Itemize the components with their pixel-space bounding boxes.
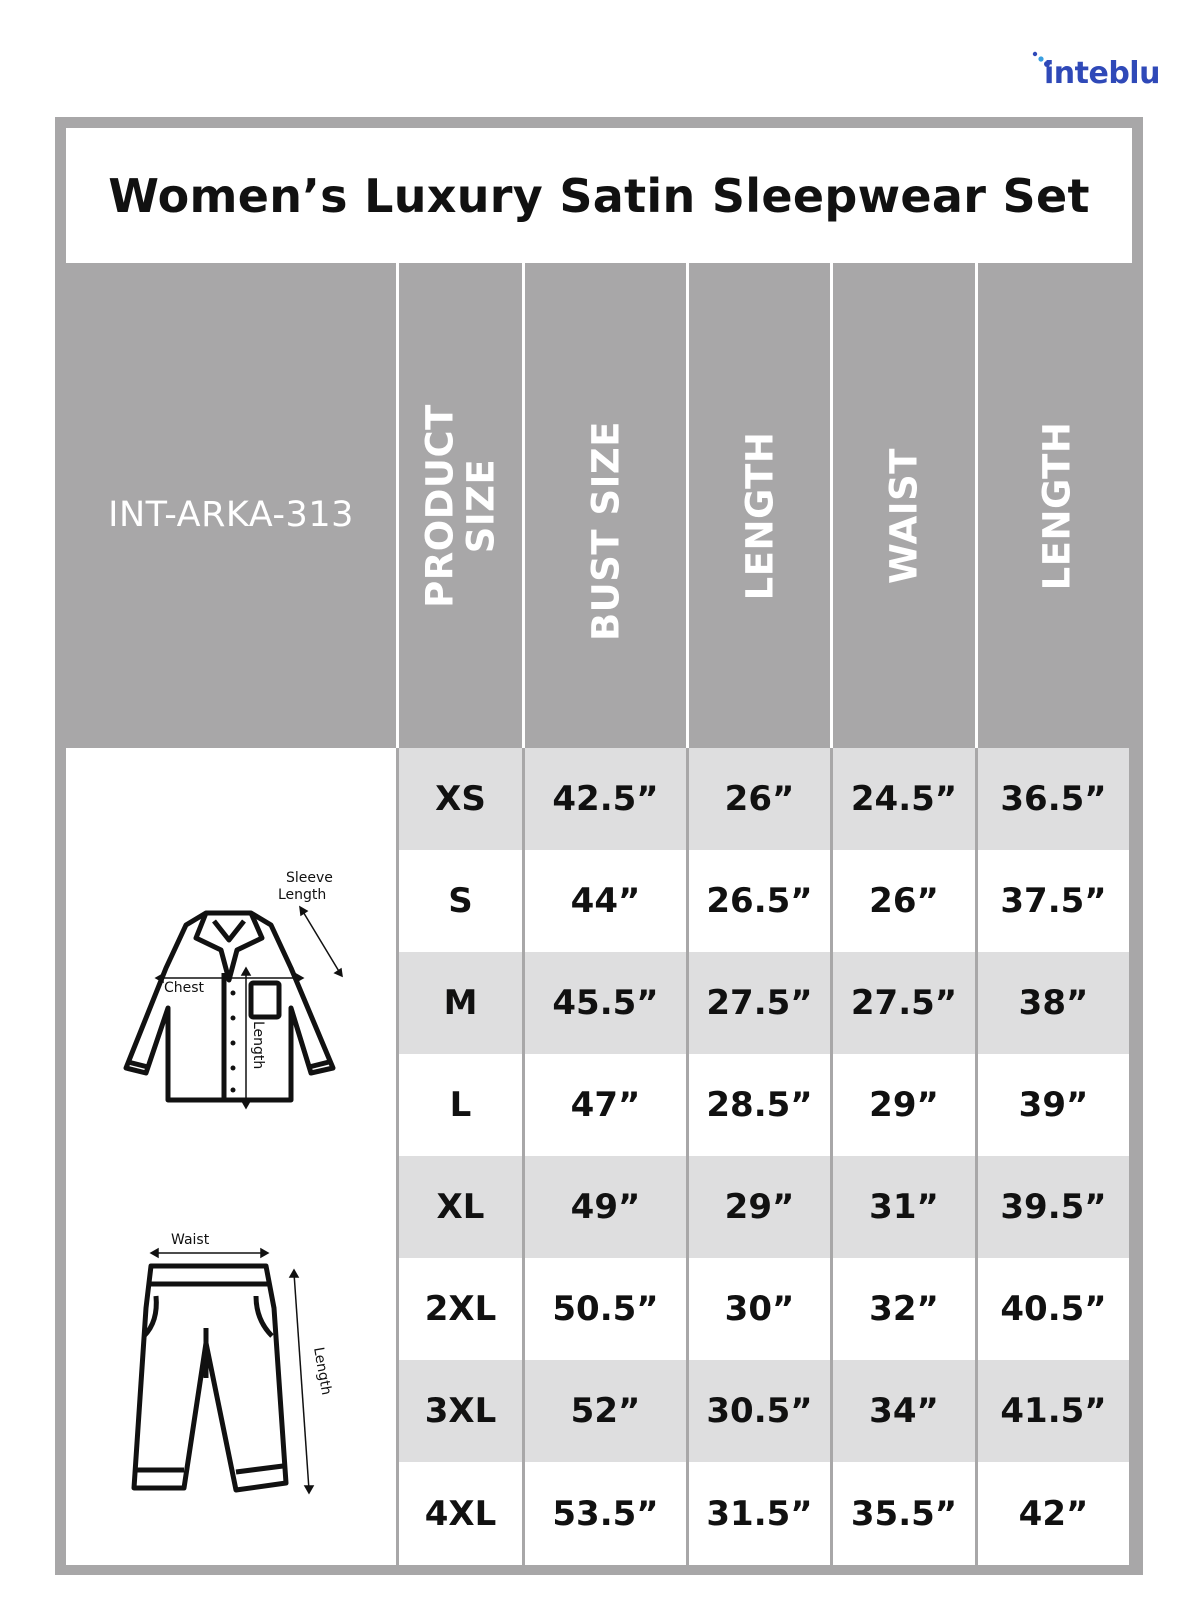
table-row — [396, 850, 1132, 952]
product-code-cell — [66, 263, 396, 748]
cell-waist: 35.5” — [830, 1462, 975, 1565]
cell-waist: 32” — [830, 1258, 975, 1360]
size-chart-frame — [55, 117, 1143, 1575]
cell-size: 4XL — [396, 1462, 522, 1565]
header-bottom-length — [975, 263, 1135, 748]
header-product-size — [396, 263, 522, 748]
header-label-bust-size: BUST SIZE — [583, 420, 627, 641]
cell-bust: 45.5” — [522, 952, 686, 1054]
chart-body — [66, 748, 1132, 1565]
header-row — [55, 263, 1143, 748]
cell-waist: 29” — [830, 1054, 975, 1156]
cell-bottom-length: 39” — [975, 1054, 1132, 1156]
header-top-length — [686, 263, 830, 748]
cell-size: XL — [396, 1156, 522, 1258]
cell-top-length: 28.5” — [686, 1054, 830, 1156]
cell-top-length: 26” — [686, 748, 830, 850]
cell-waist: 27.5” — [830, 952, 975, 1054]
sleeve-label-line2: Length — [278, 887, 327, 903]
header-line: SIZE — [459, 458, 503, 553]
cell-top-length: 30” — [686, 1258, 830, 1360]
header-waist — [830, 263, 975, 748]
shirt-length-label: Length — [250, 1021, 266, 1070]
header-bust-size — [522, 263, 686, 748]
sleeve-label-line1: Sleeve — [286, 870, 333, 886]
cell-bottom-length: 42” — [975, 1462, 1132, 1565]
cell-size: 3XL — [396, 1360, 522, 1462]
chest-label: Chest — [164, 980, 205, 996]
cell-size: XS — [396, 748, 522, 850]
cell-size: M — [396, 952, 522, 1054]
title-box — [66, 128, 1132, 263]
header-label-top-length: LENGTH — [737, 431, 781, 600]
cell-bottom-length: 40.5” — [975, 1258, 1132, 1360]
cell-size: L — [396, 1054, 522, 1156]
cell-bust: 49” — [522, 1156, 686, 1258]
cell-bottom-length: 39.5” — [975, 1156, 1132, 1258]
size-table — [396, 748, 1132, 1565]
pants-length-label: Length — [310, 1345, 335, 1397]
table-row — [396, 1360, 1132, 1462]
cell-top-length: 31.5” — [686, 1462, 830, 1565]
cell-bottom-length: 41.5” — [975, 1360, 1132, 1462]
table-row — [396, 1258, 1132, 1360]
brand-logo — [1030, 48, 1180, 100]
cell-waist: 31” — [830, 1156, 975, 1258]
cell-waist: 34” — [830, 1360, 975, 1462]
header-line: PRODUCT — [418, 403, 462, 608]
cell-bust: 44” — [522, 850, 686, 952]
cell-bottom-length: 38” — [975, 952, 1132, 1054]
cell-bottom-length: 36.5” — [975, 748, 1132, 850]
table-row — [396, 748, 1132, 850]
cell-top-length: 26.5” — [686, 850, 830, 952]
cell-bust: 42.5” — [522, 748, 686, 850]
cell-waist: 26” — [830, 850, 975, 952]
table-row — [396, 1054, 1132, 1156]
chart-title: Women’s Luxury Satin Sleepwear Set — [108, 168, 1090, 223]
cell-top-length: 29” — [686, 1156, 830, 1258]
cell-size: S — [396, 850, 522, 952]
cell-top-length: 27.5” — [686, 952, 830, 1054]
cell-waist: 24.5” — [830, 748, 975, 850]
cell-bust: 53.5” — [522, 1462, 686, 1565]
logo-text: inteblu — [1044, 56, 1160, 91]
header-label-waist: WAIST — [882, 447, 926, 584]
header-label-bottom-length: LENGTH — [1034, 421, 1078, 590]
cell-top-length: 30.5” — [686, 1360, 830, 1462]
cell-bottom-length: 37.5” — [975, 850, 1132, 952]
cell-bust: 52” — [522, 1360, 686, 1462]
cell-bust: 50.5” — [522, 1258, 686, 1360]
cell-size: 2XL — [396, 1258, 522, 1360]
product-code: INT-ARKA-313 — [108, 494, 354, 535]
table-row — [396, 1156, 1132, 1258]
garment-illustrations — [66, 748, 396, 1565]
cell-bust: 47” — [522, 1054, 686, 1156]
waist-label: Waist — [171, 1232, 210, 1248]
shirt-icon — [96, 868, 376, 1128]
table-row — [396, 952, 1132, 1054]
header-label-product-size — [419, 404, 502, 608]
table-row — [396, 1462, 1132, 1565]
pants-icon — [116, 1218, 376, 1508]
